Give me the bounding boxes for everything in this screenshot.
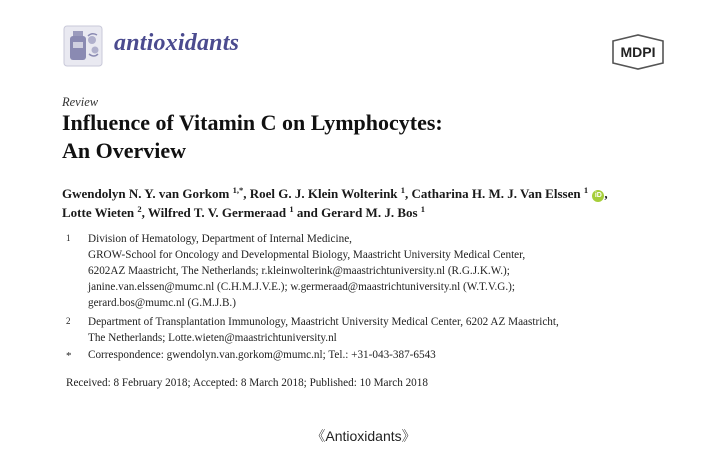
publisher-name: MDPI — [620, 44, 656, 60]
affiliation-line[interactable]: 6202AZ Maastricht, The Netherlands; r.kleinwolterink@maastrichtuniversity.nl (R.G.J.K.W.); — [88, 265, 510, 277]
author-affiliation-sup: 1 — [420, 204, 426, 214]
author-name[interactable]: Gerard M. J. Bos — [321, 205, 418, 220]
article-title-line-1: Influence of Vitamin C on Lymphocytes: — [62, 110, 443, 135]
author-affiliation-sup: 1, — [232, 185, 239, 195]
orcid-icon[interactable]: iD — [592, 190, 604, 202]
author-affiliation-sup: 1 — [289, 204, 294, 214]
article-type: Review — [62, 95, 99, 109]
author-separator: , — [405, 186, 409, 201]
author-name[interactable]: Roel G. J. Klein Wolterink — [249, 186, 398, 201]
affiliation-line[interactable]: gerard.bos@mumc.nl (G.M.J.B.) — [88, 297, 236, 309]
affiliation-marker: 2 — [66, 316, 71, 326]
affiliation-line[interactable]: janine.van.elssen@mumc.nl (C.H.M.J.V.E.); w.germeraad@maastrichtuniversity.nl (W.T.V.G.); — [88, 281, 515, 293]
author-affiliation-sup: 1 — [583, 185, 589, 195]
author-name[interactable]: Catharina H. M. J. Van Elssen — [411, 186, 581, 201]
affiliation-line: Division of Hematology, Department of Internal Medicine, — [88, 233, 352, 245]
author-name[interactable]: Wilfred T. V. Germeraad — [147, 205, 287, 220]
publication-history: Received: 8 February 2018; Accepted: 8 March 2018; Published: 10 March 2018 — [66, 377, 428, 389]
author-separator: , — [604, 186, 608, 201]
author-conjunction: and — [296, 205, 318, 220]
corresponding-author-mark: * — [238, 185, 244, 195]
publisher-logo-icon — [607, 33, 669, 71]
author-name[interactable]: Gwendolyn N. Y. van Gorkom — [62, 186, 230, 201]
author-list-line-2 — [62, 205, 425, 221]
author-list-line-1 — [62, 186, 608, 202]
correspondence-line[interactable]: Correspondence: gwendolyn.van.gorkom@mumc.nl; Tel.: +31-043-387-6543 — [88, 349, 436, 361]
image-caption: 《Antioxidants》 — [311, 428, 416, 444]
journal-logo-icon — [62, 24, 104, 68]
affiliation-line: GROW-School for Oncology and Developmental Biology, Maastricht University Medical Center, — [88, 249, 526, 261]
author-name[interactable]: Lotte Wieten — [62, 205, 135, 220]
author-affiliation-sup: 1 — [400, 185, 406, 195]
affiliation-marker: 1 — [66, 233, 71, 243]
affiliation-line: Department of Transplantation Immunology, Maastricht University Medical Center, 6202 AZ Maastricht, — [88, 316, 559, 328]
author-separator: , — [243, 186, 247, 201]
correspondence-marker: * — [66, 350, 72, 362]
author-affiliation-sup: 2 — [137, 204, 142, 214]
affiliation-line[interactable]: The Netherlands; Lotte.wieten@maastrichtuniversity.nl — [88, 332, 337, 344]
article-title-line-2: An Overview — [62, 138, 187, 163]
journal-name: antioxidants — [114, 30, 240, 56]
author-separator: , — [141, 205, 145, 220]
